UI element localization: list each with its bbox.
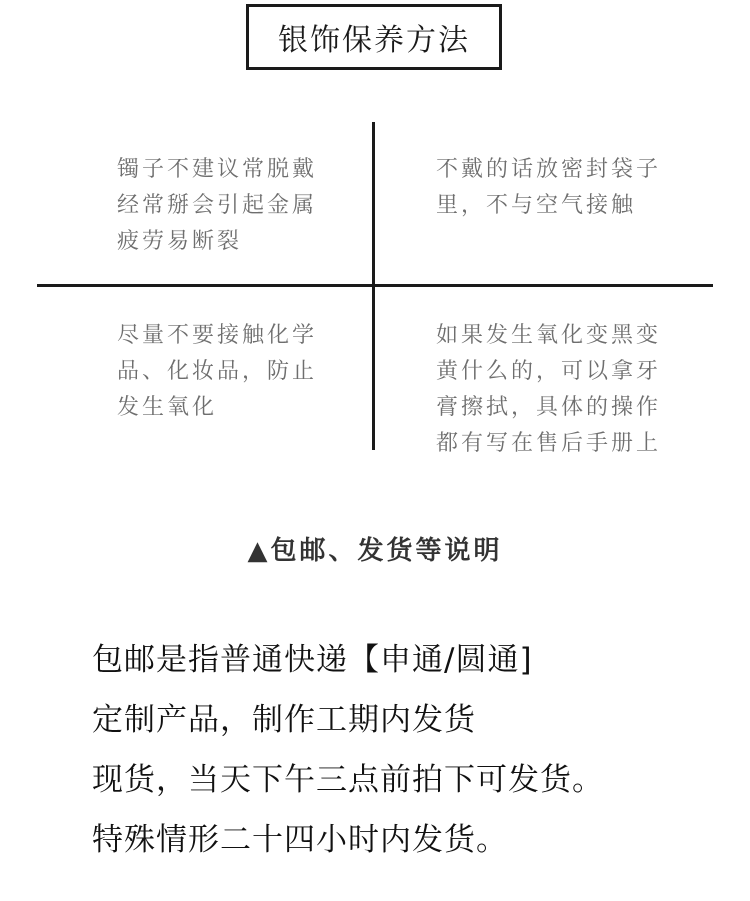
horizontal-divider — [37, 284, 713, 287]
shipping-info — [92, 630, 604, 870]
tip-line: 不戴的话放密封袋子 — [436, 157, 662, 182]
tip-line: 里，不与空气接触 — [436, 193, 637, 218]
tip-line: 镯子不建议常脱戴 — [117, 157, 318, 182]
shipping-line: 定制产品，制作工期内发货 — [92, 702, 476, 738]
shipping-line: 现货，当天下午三点前拍下可发货。 — [92, 762, 604, 798]
tip-line: 经常掰会引起金属 — [117, 193, 318, 218]
tip-line: 疲劳易断裂 — [117, 229, 243, 254]
shipping-line: 特殊情形二十四小时内发货。 — [92, 822, 508, 858]
tip-line: 都有写在售后手册上 — [436, 431, 662, 456]
care-tip-bottom-left — [117, 318, 357, 426]
shipping-heading: ▲包邮、发货等说明 — [247, 536, 503, 566]
shipping-line: 包邮是指普通快递【申通/圆通] — [92, 642, 533, 678]
tip-line: 尽量不要接触化学 — [117, 323, 318, 348]
care-tip-bottom-right — [436, 318, 676, 462]
page-title: 银饰保养方法 — [246, 4, 502, 70]
care-tip-top-left — [117, 152, 357, 260]
tip-line: 发生氧化 — [117, 395, 218, 420]
tip-line: 如果发生氧化变黑变 — [436, 323, 662, 348]
tip-line: 黄什么的，可以拿牙 — [436, 359, 662, 384]
tip-line: 膏擦拭，具体的操作 — [436, 395, 662, 420]
tip-line: 品、化妆品，防止 — [117, 359, 318, 384]
care-tip-top-right — [436, 152, 676, 224]
